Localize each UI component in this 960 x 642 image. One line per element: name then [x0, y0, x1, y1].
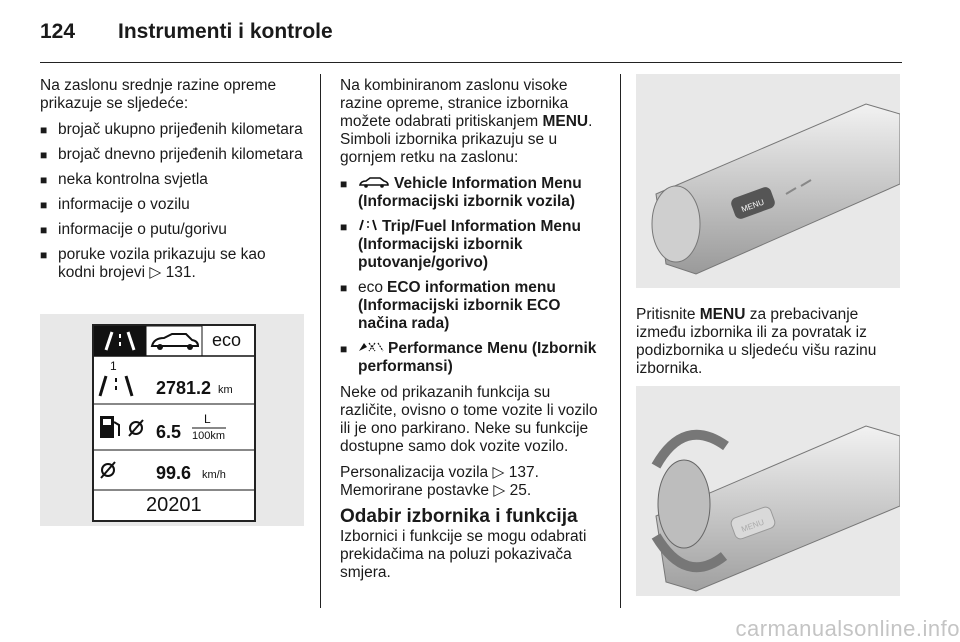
- list-item: ■ brojač dnevno prijeđenih kilometara: [40, 146, 305, 164]
- col2-intro-text-2: . Simboli izbornika prikazuju se u gornjem retku na zaslonu:: [340, 113, 593, 166]
- speed-unit: km/h: [202, 469, 226, 481]
- col2-para2: Neke od prikazanih funkcija su različite, ovisno o tome vozite li vozilo ili je ono parkirano. Neke su funkcije dostupne samo dok vozite vozilo.: [340, 384, 598, 455]
- col1-list: [40, 121, 305, 282]
- page-number: 124: [40, 20, 76, 43]
- ref-text: Memorirane postavke: [340, 482, 490, 499]
- lever-rotation-illustration: [636, 386, 900, 596]
- cross-references: [340, 464, 610, 500]
- instrument-display-figure: [40, 314, 304, 526]
- page-ref-arrow-icon: ▷: [149, 264, 162, 281]
- odometer-unit: km: [218, 384, 233, 396]
- column-1: [40, 77, 305, 290]
- eco-icon: eco: [358, 279, 383, 296]
- odometer-value: 2781.2: [156, 378, 212, 398]
- col2-intro: [340, 77, 610, 167]
- list-item: ■ informacije o vozilu: [40, 196, 305, 214]
- menu-item-vehicle-info: [340, 175, 610, 211]
- col3-text: Pritisnite: [636, 306, 696, 323]
- lever-menu-label: MENU: [740, 517, 766, 535]
- menu-item-performance: [340, 340, 610, 376]
- menu-item-trip-fuel: [340, 218, 610, 272]
- performance-icon: [358, 340, 384, 358]
- col1-intro: Na zaslonu srednje razine opreme prikazuje se sljedeće:: [40, 77, 277, 112]
- lever-illustration: [636, 74, 900, 288]
- list-item: [40, 246, 305, 282]
- trip-road-icon: [100, 376, 132, 396]
- page-ref-arrow-icon: ▷: [492, 464, 505, 481]
- instrument-display: [92, 324, 256, 522]
- trip-number: 1: [110, 359, 117, 373]
- list-item: ■ neka kontrolna svjetla: [40, 171, 305, 189]
- vehicle-code: 20201: [146, 494, 202, 516]
- lever-figure-2: [636, 386, 900, 596]
- car-icon: [358, 175, 390, 193]
- watermark: carmanualsonline.info: [735, 616, 960, 641]
- lever-figure-1: [636, 74, 900, 288]
- average-icon: [129, 420, 143, 436]
- menu-item-label: ECO information menu (Informacijski izbornik ECO načina rada): [358, 279, 561, 332]
- list-item: ■ informacije o putu/gorivu: [40, 221, 305, 239]
- page-ref-arrow-icon: ▷: [493, 482, 506, 499]
- column-divider-1: [320, 74, 321, 608]
- page-ref: 131.: [165, 264, 196, 281]
- col2-para3: Izbornici i funkcije se mogu odabrati prekidačima na poluzi pokazivača smjera.: [340, 528, 587, 581]
- average-speed-icon: [101, 462, 115, 478]
- col2-intro-text: Na kombiniranom zaslonu visoke razine opreme, stranice izbornika možete odabrati pritiskanjem: [340, 77, 569, 130]
- menu-item-label: Performance Menu (Izbornik performansi): [358, 340, 597, 375]
- menu-key-label: MENU: [542, 113, 589, 130]
- page-ref: 25.: [509, 482, 532, 499]
- page-header: [40, 20, 902, 63]
- lever-menu-label: MENU: [740, 197, 766, 215]
- page-title: Instrumenti i kontrole: [118, 20, 333, 43]
- road-icon: [358, 218, 378, 236]
- fuel-unit-bottom: 100km: [192, 430, 226, 442]
- speed-value: 99.6: [156, 463, 192, 483]
- column-3: [636, 306, 902, 386]
- menu-item-label: Vehicle Information Menu (Informacijski izbornik vozila): [358, 175, 582, 210]
- menu-item-label: Trip/Fuel Information Menu (Informacijski izbornik putovanje/gorivo): [358, 218, 581, 271]
- fuel-pump-icon: [100, 416, 119, 438]
- list-item-text: poruke vozila prikazuju se kao kodni brojevi: [58, 246, 266, 281]
- menu-list: [340, 175, 610, 376]
- list-item: ■ brojač ukupno prijeđenih kilometara: [40, 121, 305, 139]
- col3-text-2: za prebacivanje između izbornika ili za povratak iz podizbornika u sljedeću višu razinu izbornika.: [636, 306, 877, 377]
- section-heading: Odabir izbornika i funkcija: [340, 506, 578, 527]
- ref-text: Personalizacija vozila: [340, 464, 489, 481]
- menu-item-eco: [340, 279, 610, 333]
- column-divider-2: [620, 74, 621, 608]
- eco-label: eco: [212, 330, 242, 350]
- page-ref: 137.: [508, 464, 539, 481]
- fuel-unit-top: L: [204, 412, 211, 426]
- menu-key-label: MENU: [699, 306, 746, 323]
- fuel-value: 6.5: [156, 422, 182, 442]
- column-2: [340, 77, 610, 590]
- col3-para: [636, 306, 902, 378]
